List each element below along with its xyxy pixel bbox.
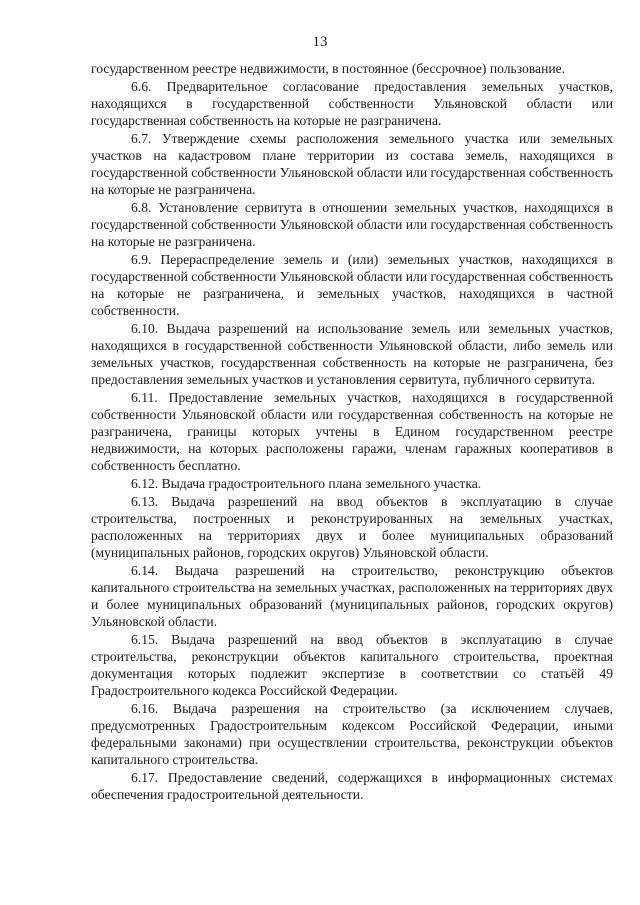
paragraph-6-10: 6.10. Выдача разрешений на использование земель или земельных участков, находящихся в государственной собственности Ульяновской области, либо земель или земельных участков, государственная собственность на которые не разграничена, без предоставления земельных участков и установления сервитута, публичного сервитута. xyxy=(91,321,613,387)
paragraph-6-16: 6.16. Выдача разрешения на строительство (за исключением случаев, предусмотренных Градостроительным кодексом Российской Федерации, иными федеральными законами) при осуществлении строительства, реконструкции объектов капитального строительства. xyxy=(91,701,613,767)
paragraph-6-17: 6.17. Предоставление сведений, содержащихся в информационных системах обеспечения градостроительной деятельности. xyxy=(91,770,613,802)
paragraph-6-6: 6.6. Предварительное согласование предоставления земельных участков, находящихся в государственной собственности Ульяновской области или государственная собственность на которые не разграничена. xyxy=(91,79,613,128)
paragraph-6-14: 6.14. Выдача разрешений на строительство, реконструкцию объектов капитального строительства на земельных участках, расположенных на территориях двух и более муниципальных образований (муниципальных районов, городских округов) Ульяновской области. xyxy=(91,563,613,629)
paragraph-6-9: 6.9. Перераспределение земель и (или) земельных участков, находящихся в государственной собственности Ульяновской области или государственная собственность на которые не разграничена, и земельных участков, находящихся в частной собственности. xyxy=(91,252,613,318)
paragraph-6-7: 6.7. Утверждение схемы расположения земельного участка или земельных участков на кадастровом плане территории из состава земель, находящихся в государственной собственности Ульяновской области или государственная собственность на которые не разграничена. xyxy=(91,131,613,197)
paragraph-continuation: государственном реестре недвижимости, в постоянное (бессрочное) пользование. xyxy=(91,61,566,76)
paragraph-6-13: 6.13. Выдача разрешений на ввод объектов в эксплуатацию в случае строительства, построенных и реконструированных на земельных участках, расположенных на территориях двух и более муниципальных образований (муниципальных районов, городских округов) Ульяновской области. xyxy=(91,494,613,560)
page-number: 13 xyxy=(312,34,328,50)
paragraph-6-12: 6.12. Выдача градостроительного плана земельного участка. xyxy=(131,476,482,491)
paragraph-6-11: 6.11. Предоставление земельных участков, находящихся в государственной собственности Ульяновской области или государственная собственность на которые не разграничена, границы которых учтены в Едином государственном реестре недвижимости, на которых расположены гаражи, членам гаражных кооперативов в собственность бесплатно. xyxy=(91,390,613,473)
paragraph-6-8: 6.8. Установление сервитута в отношении земельных участков, находящихся в государственной собственности Ульяновской области или государственная собственность на которые не разграничена. xyxy=(91,200,613,249)
paragraph-6-15: 6.15. Выдача разрешений на ввод объектов в эксплуатацию в случае строительства, реконструкции объектов капитального строительства, проектная документация которых подлежит экспертизе в соответствии со статьёй 49 Градостроительного кодекса Российской Федерации. xyxy=(91,632,613,698)
document-body xyxy=(91,60,613,803)
